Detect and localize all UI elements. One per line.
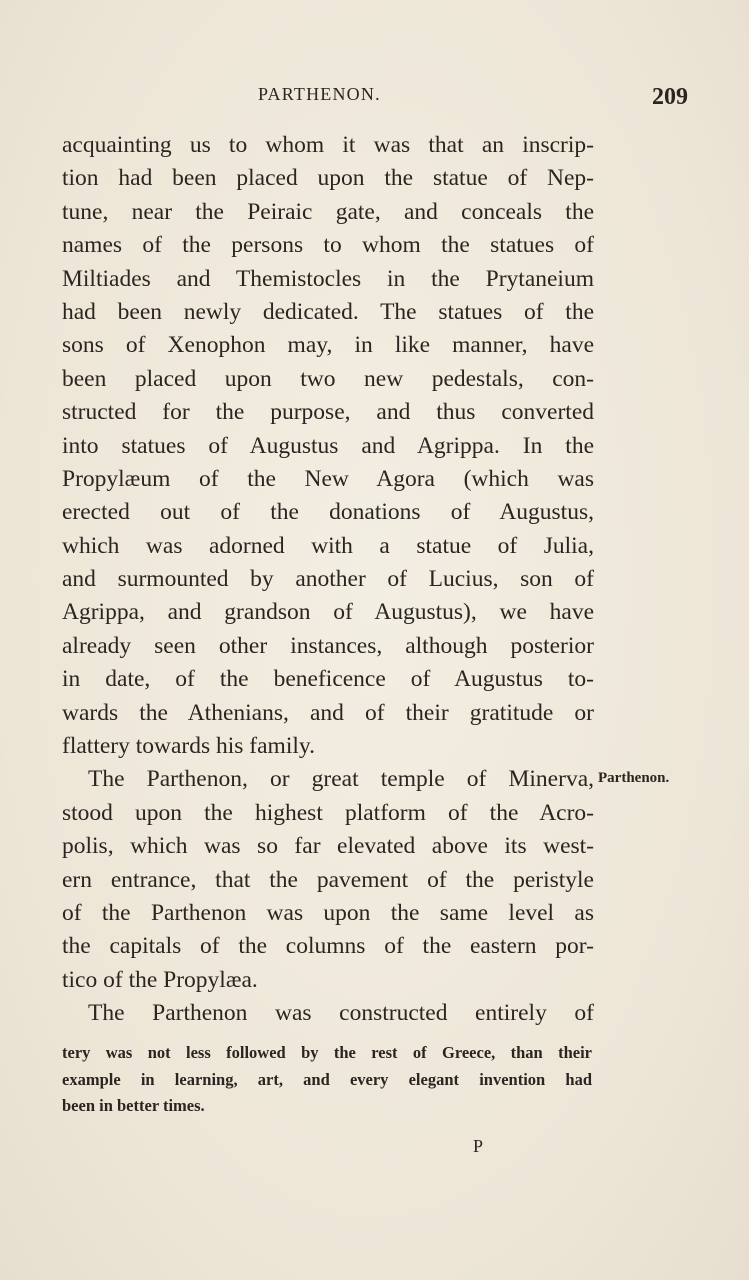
- body-text: [62, 129, 594, 1031]
- text-line: in date, of the beneficence of Augustus to-: [62, 666, 594, 693]
- text-line: structed for the purpose, and thus converted: [62, 399, 594, 426]
- footnote-line: example in learning, art, and every elegant invention had: [62, 1069, 592, 1089]
- text-line: been placed upon two new pedestals, con-: [62, 365, 594, 392]
- page-number: 209: [652, 84, 688, 110]
- text-line: tion had been placed upon the statue of Nep-: [62, 165, 594, 192]
- text-line: and surmounted by another of Lucius, son of: [62, 566, 594, 593]
- footnote: [62, 1040, 592, 1120]
- text-line: tico of the Propylæa.: [62, 966, 258, 993]
- text-line: Agrippa, and grandson of Augustus), we have: [62, 599, 594, 626]
- text-line: which was adorned with a statue of Julia,: [62, 532, 594, 559]
- text-line: already seen other instances, although posterior: [62, 632, 594, 659]
- text-line: The Parthenon was constructed entirely of: [88, 1000, 594, 1027]
- footnote-line: tery was not less followed by the rest of Greece, than their: [62, 1043, 592, 1062]
- text-line: sons of Xenophon may, in like manner, have: [62, 332, 594, 359]
- signature-mark: P: [473, 1136, 484, 1156]
- text-line: of the Parthenon was upon the same level as: [62, 899, 594, 926]
- text-line: the capitals of the columns of the eastern por-: [62, 933, 594, 960]
- text-line: flattery towards his family.: [62, 733, 315, 760]
- text-line: Propylæum of the New Agora (which was: [62, 465, 594, 492]
- text-line: ern entrance, that the pavement of the peristyle: [62, 866, 594, 893]
- text-line: stood upon the highest platform of the Acro-: [62, 799, 594, 826]
- text-line: Miltiades and Themistocles in the Prytaneium: [62, 265, 594, 292]
- text-line: names of the persons to whom the statues of: [62, 232, 594, 259]
- text-line: The Parthenon, or great temple of Minerva,: [88, 766, 594, 793]
- text-line: erected out of the donations of Augustus,: [62, 499, 594, 526]
- text-line: had been newly dedicated. The statues of the: [62, 298, 594, 325]
- running-head-title: PARTHENON.: [258, 84, 381, 104]
- text-line: acquainting us to whom it was that an inscrip-: [62, 132, 594, 158]
- margin-note: Parthenon.: [598, 770, 670, 786]
- footnote-line: been in better times.: [62, 1096, 205, 1115]
- text-line: wards the Athenians, and of their gratitude or: [62, 699, 594, 726]
- text-line: tune, near the Peiraic gate, and conceals the: [62, 198, 594, 225]
- text-line: into statues of Augustus and Agrippa. In the: [62, 432, 594, 459]
- text-line: polis, which was so far elevated above its west-: [62, 833, 594, 860]
